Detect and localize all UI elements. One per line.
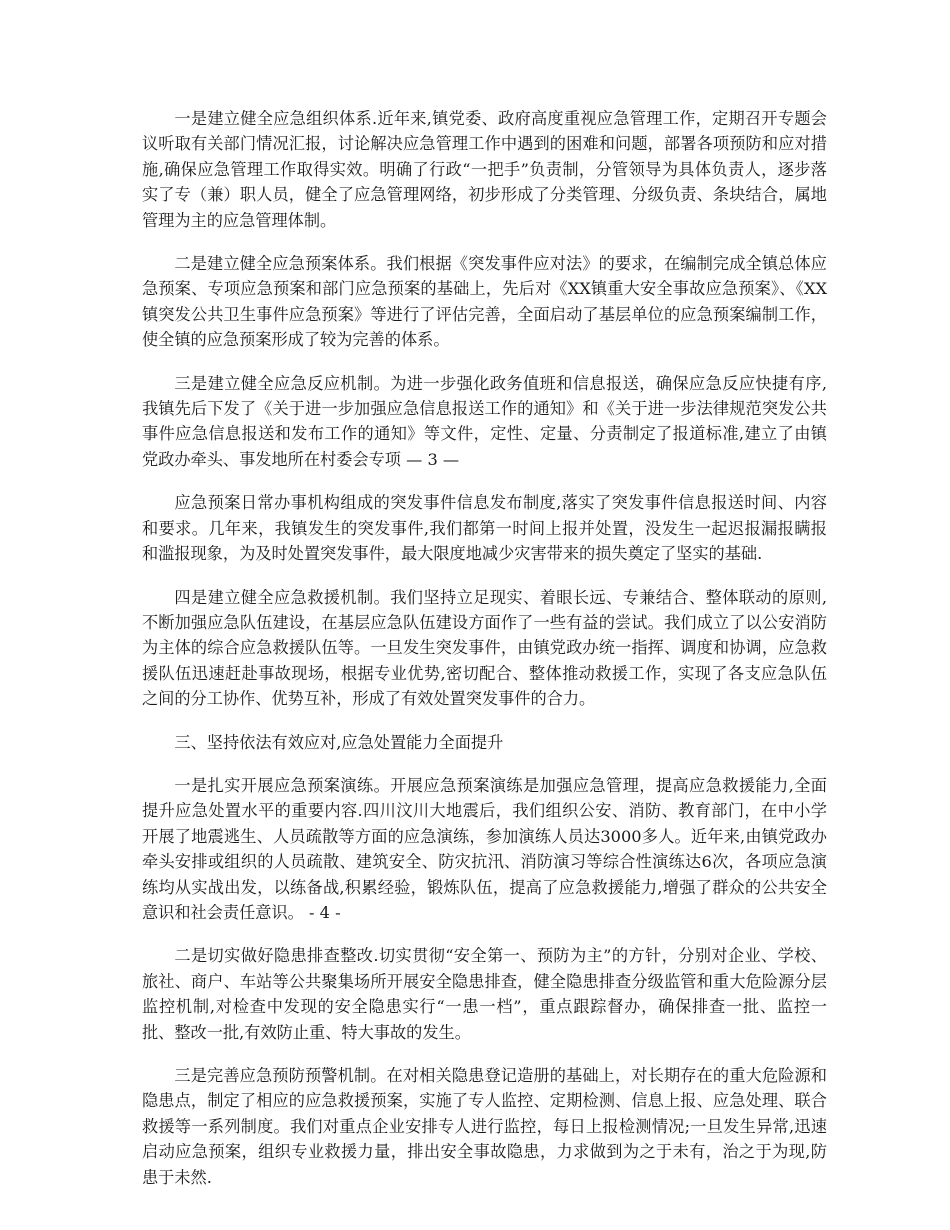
paragraph-hazard-inspection: 二是切实做好隐患排查整改.切实贯彻“安全第一、预防为主”的方针，分别对企业、学校、旅社、商户、车站等公共聚集场所开展安全隐患排查，健全隐患排查分级监管和重大危险源分层监控机制,对检查中发现的安全隐患实行“一患一档”，重点跟踪督办，确保排查一批、监控一批、整改一批,有效防止重、特大事故的发生。	[142, 946, 827, 1042]
paragraph-drills: 一是扎实开展应急预案演练。开展应急预案演练是加强应急管理，提高应急救援能力,全面提升应急处置水平的重要内容.四川汶川大地震后，我们组织公安、消防、教育部门，在中小学开展了地震逃生、人员疏散等方面的应急演练，参加演练人员达3000多人。近年来,由镇党政办牵头安排或组织的人员疏散、建筑安全、防灾抗汛、消防演习等综合性演练达6次，各项应急演练均从实战出发，以练备战,积累经验，锻炼队伍，提高了应急救援能力,增强了群众的公共安全意识和社会责任意识。 - 4 -	[142, 775, 827, 922]
paragraph-rescue-mechanism: 四是建立健全应急救援机制。我们坚持立足现实、着眼长远、专兼结合、整体联动的原则,不断加强应急队伍建设，在基层应急队伍建设方面作了一些有益的尝试。我们成立了以公安消防为主体的综合应急救援队伍等。一旦发生突发事件，由镇党政办统一指挥、调度和协调，应急救援队伍迅速赶赴事故现场，根据专业优势,密切配合、整体推动救援工作，实现了各支应急队伍之间的分工协作、优势互补，形成了有效处置突发事件的合力。	[142, 587, 827, 709]
section-heading: 三、坚持依法有效应对,应急处置能力全面提升	[174, 732, 504, 752]
paragraph-info-release: 应急预案日常办事机构组成的突发事件信息发布制度,落实了突发事件信息报送时间、内容和要求。几年来，我镇发生的突发事件,我们都第一时间上报并处置，没发生一起迟报漏报瞒报和滥报现象，为及时处置突发事件，最大限度地减少灾害带来的损失奠定了坚实的基础.	[142, 493, 827, 564]
paragraph-organization-system: 一是建立健全应急组织体系.近年来,镇党委、政府高度重视应急管理工作，定期召开专题会议听取有关部门情况汇报，讨论解决应急管理工作中遇到的困难和问题，部署各项预防和应对措施,确保应急管理工作取得实效。明确了行政“一把手”负责制，分管领导为具体负责人，逐步落实了专（兼）职人员，健全了应急管理网络，初步形成了分类管理、分级负责、条块结合，属地管理为主的应急管理体制。	[142, 109, 827, 230]
paragraph-emergency-plan-system: 二是建立健全应急预案体系。我们根据《突发事件应对法》的要求，在编制完成全镇总体应急预案、专项应急预案和部门应急预案的基础上，先后对《XX镇重大安全事故应急预案》、《XX镇突发公共卫生事件应急预案》等进行了评估完善，全面启动了基层单位的应急预案编制工作，使全镇的应急预案形成了较为完善的体系。	[142, 254, 827, 350]
paragraph-response-mechanism: 三是建立健全应急反应机制。为进一步强化政务值班和信息报送，确保应急反应快捷有序,我镇先后下发了《关于进一步加强应急信息报送工作的通知》和《关于进一步法律规范突发公共事件应急信息报送和发布工作的通知》等文件，定性、定量、分责制定了报道标准,建立了由镇党政办牵头、事发地所在村委会专项 — 3 —	[142, 373, 827, 469]
document-body	[142, 106, 827, 1208]
paragraph-early-warning: 三是完善应急预防预警机制。在对相关隐患登记造册的基础上，对长期存在的重大危险源和隐患点，制定了相应的应急救援预案，实施了专人监控、定期检测、信息上报、应急处理、联合救援等一系列制度。我们对重点企业安排专人进行监控，每日上报检测情况;一旦发生异常,迅速启动应急预案，组织专业救援力量，排出安全事故隐患，力求做到为之于未有，治之于为现,防患于未然.	[142, 1066, 827, 1187]
